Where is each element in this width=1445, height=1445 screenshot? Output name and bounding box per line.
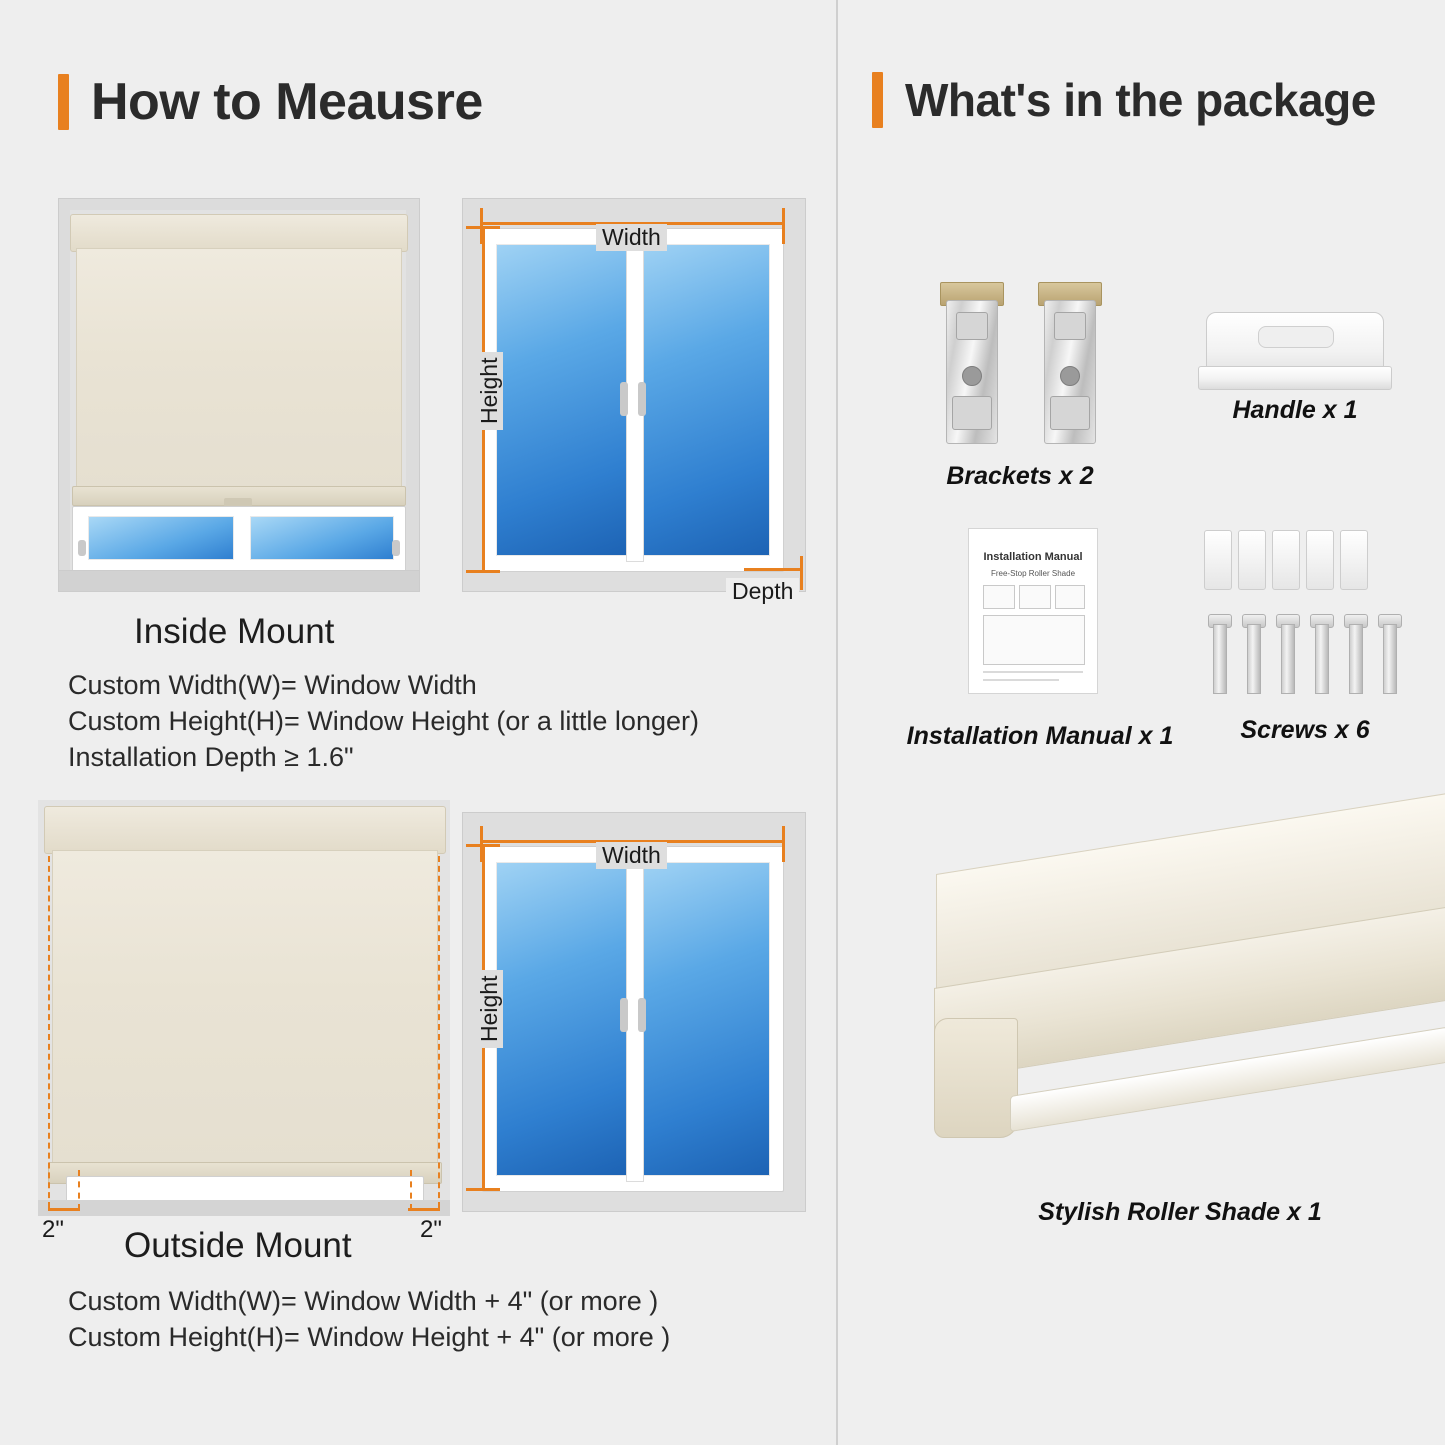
measure-glass-right xyxy=(640,244,770,556)
depth-mark-line xyxy=(744,568,802,571)
measure-handle-right xyxy=(638,382,646,416)
overhang-guide-left xyxy=(48,856,50,1208)
roller-shade-end-cap xyxy=(934,1018,1018,1138)
manual-subtitle: Free-Stop Roller Shade xyxy=(990,569,1076,578)
outside-sill xyxy=(38,1200,450,1216)
overhang-line-right xyxy=(408,1208,440,1211)
bracket-2-lower-slot xyxy=(1050,396,1090,430)
depth-mark-edge xyxy=(800,556,803,590)
overhang-line-left xyxy=(48,1208,80,1211)
manual-cover xyxy=(968,528,1098,694)
bracket-1-slot xyxy=(956,312,988,340)
handle-grip-hole xyxy=(1258,326,1334,348)
overhang-label-left: 2" xyxy=(42,1216,64,1243)
manual-fig-1 xyxy=(983,585,1015,609)
outside-width-label: Width xyxy=(596,842,667,869)
overhang-label-right: 2" xyxy=(420,1216,442,1243)
screw-5-shaft xyxy=(1349,624,1363,694)
manual-fig-2 xyxy=(1019,585,1051,609)
anchor-4 xyxy=(1306,530,1334,590)
window-handle-left xyxy=(78,540,86,556)
manual-text-line-1 xyxy=(983,671,1083,673)
bracket-2-slot xyxy=(1054,312,1086,340)
outside-mount-title: Outside Mount xyxy=(124,1226,352,1265)
window-glass-right xyxy=(250,516,394,560)
inside-mount-title: Inside Mount xyxy=(134,612,335,651)
window-edge-guide-right xyxy=(410,1170,412,1210)
anchor-1 xyxy=(1204,530,1232,590)
manual-fig-main xyxy=(983,615,1085,665)
handle-base xyxy=(1198,366,1392,390)
bracket-1-lower-slot xyxy=(952,396,992,430)
outside-shade-roll xyxy=(44,806,446,854)
how-to-measure-heading xyxy=(58,72,483,132)
window-glass-left xyxy=(88,516,234,560)
outside-measure-handle-left xyxy=(620,998,628,1032)
shade-roll xyxy=(70,214,408,252)
shade-fabric xyxy=(76,248,402,490)
outside-mount-line-2: Custom Height(H)= Window Height + 4" (or more ) xyxy=(68,1322,671,1352)
heading-accent-bar-right xyxy=(872,72,883,128)
screws-label: Screws x 6 xyxy=(1240,716,1370,744)
screw-3-shaft xyxy=(1281,624,1295,694)
anchor-2 xyxy=(1238,530,1266,590)
roller-shade-photo xyxy=(900,860,1445,1240)
outside-shade-fabric xyxy=(52,850,438,1166)
inside-mount-line-2: Custom Height(H)= Window Height (or a little longer) xyxy=(68,706,699,736)
inside-width-label: Width xyxy=(596,224,667,251)
outside-measure-glass-right xyxy=(640,862,770,1176)
manual-text-line-2 xyxy=(983,679,1059,681)
package-contents-heading xyxy=(872,72,1376,128)
screw-4-shaft xyxy=(1315,624,1329,694)
outside-height-label: Height xyxy=(476,970,503,1048)
inside-mount-line-3: Installation Depth ≥ 1.6" xyxy=(68,742,354,772)
window-sill xyxy=(58,570,420,592)
overhang-guide-right xyxy=(438,856,440,1208)
manual-fig-3 xyxy=(1055,585,1085,609)
anchor-5 xyxy=(1340,530,1368,590)
outside-width-mark-right xyxy=(782,826,785,862)
outside-mount-line-1: Custom Width(W)= Window Width + 4" (or more ) xyxy=(68,1286,659,1316)
heading-text: How to Meausre xyxy=(91,73,483,131)
manual-title: Installation Manual xyxy=(983,551,1083,563)
screw-6-shaft xyxy=(1383,624,1397,694)
measure-glass-left xyxy=(496,244,628,556)
anchor-3 xyxy=(1272,530,1300,590)
outside-measure-handle-right xyxy=(638,998,646,1032)
handle-label: Handle x 1 xyxy=(1232,396,1358,424)
bracket-1-hole xyxy=(962,366,982,386)
brackets-label: Brackets x 2 xyxy=(946,462,1094,490)
inside-height-label: Height xyxy=(476,352,503,430)
width-mark-right xyxy=(782,208,785,244)
screw-1-shaft xyxy=(1213,624,1227,694)
bracket-2-hole xyxy=(1060,366,1080,386)
heading-accent-bar xyxy=(58,74,69,130)
window-edge-guide-left xyxy=(78,1170,80,1210)
measure-handle-left xyxy=(620,382,628,416)
window-handle-right xyxy=(392,540,400,556)
manual-label: Installation Manual x 1 xyxy=(906,722,1174,750)
screw-2-shaft xyxy=(1247,624,1261,694)
panel-divider xyxy=(836,0,838,1445)
roller-shade-label: Stylish Roller Shade x 1 xyxy=(1038,1198,1322,1226)
inside-depth-label: Depth xyxy=(726,578,799,605)
inside-mount-line-1: Custom Width(W)= Window Width xyxy=(68,670,477,700)
heading-text-right: What's in the package xyxy=(905,74,1376,126)
outside-measure-glass-left xyxy=(496,862,628,1176)
